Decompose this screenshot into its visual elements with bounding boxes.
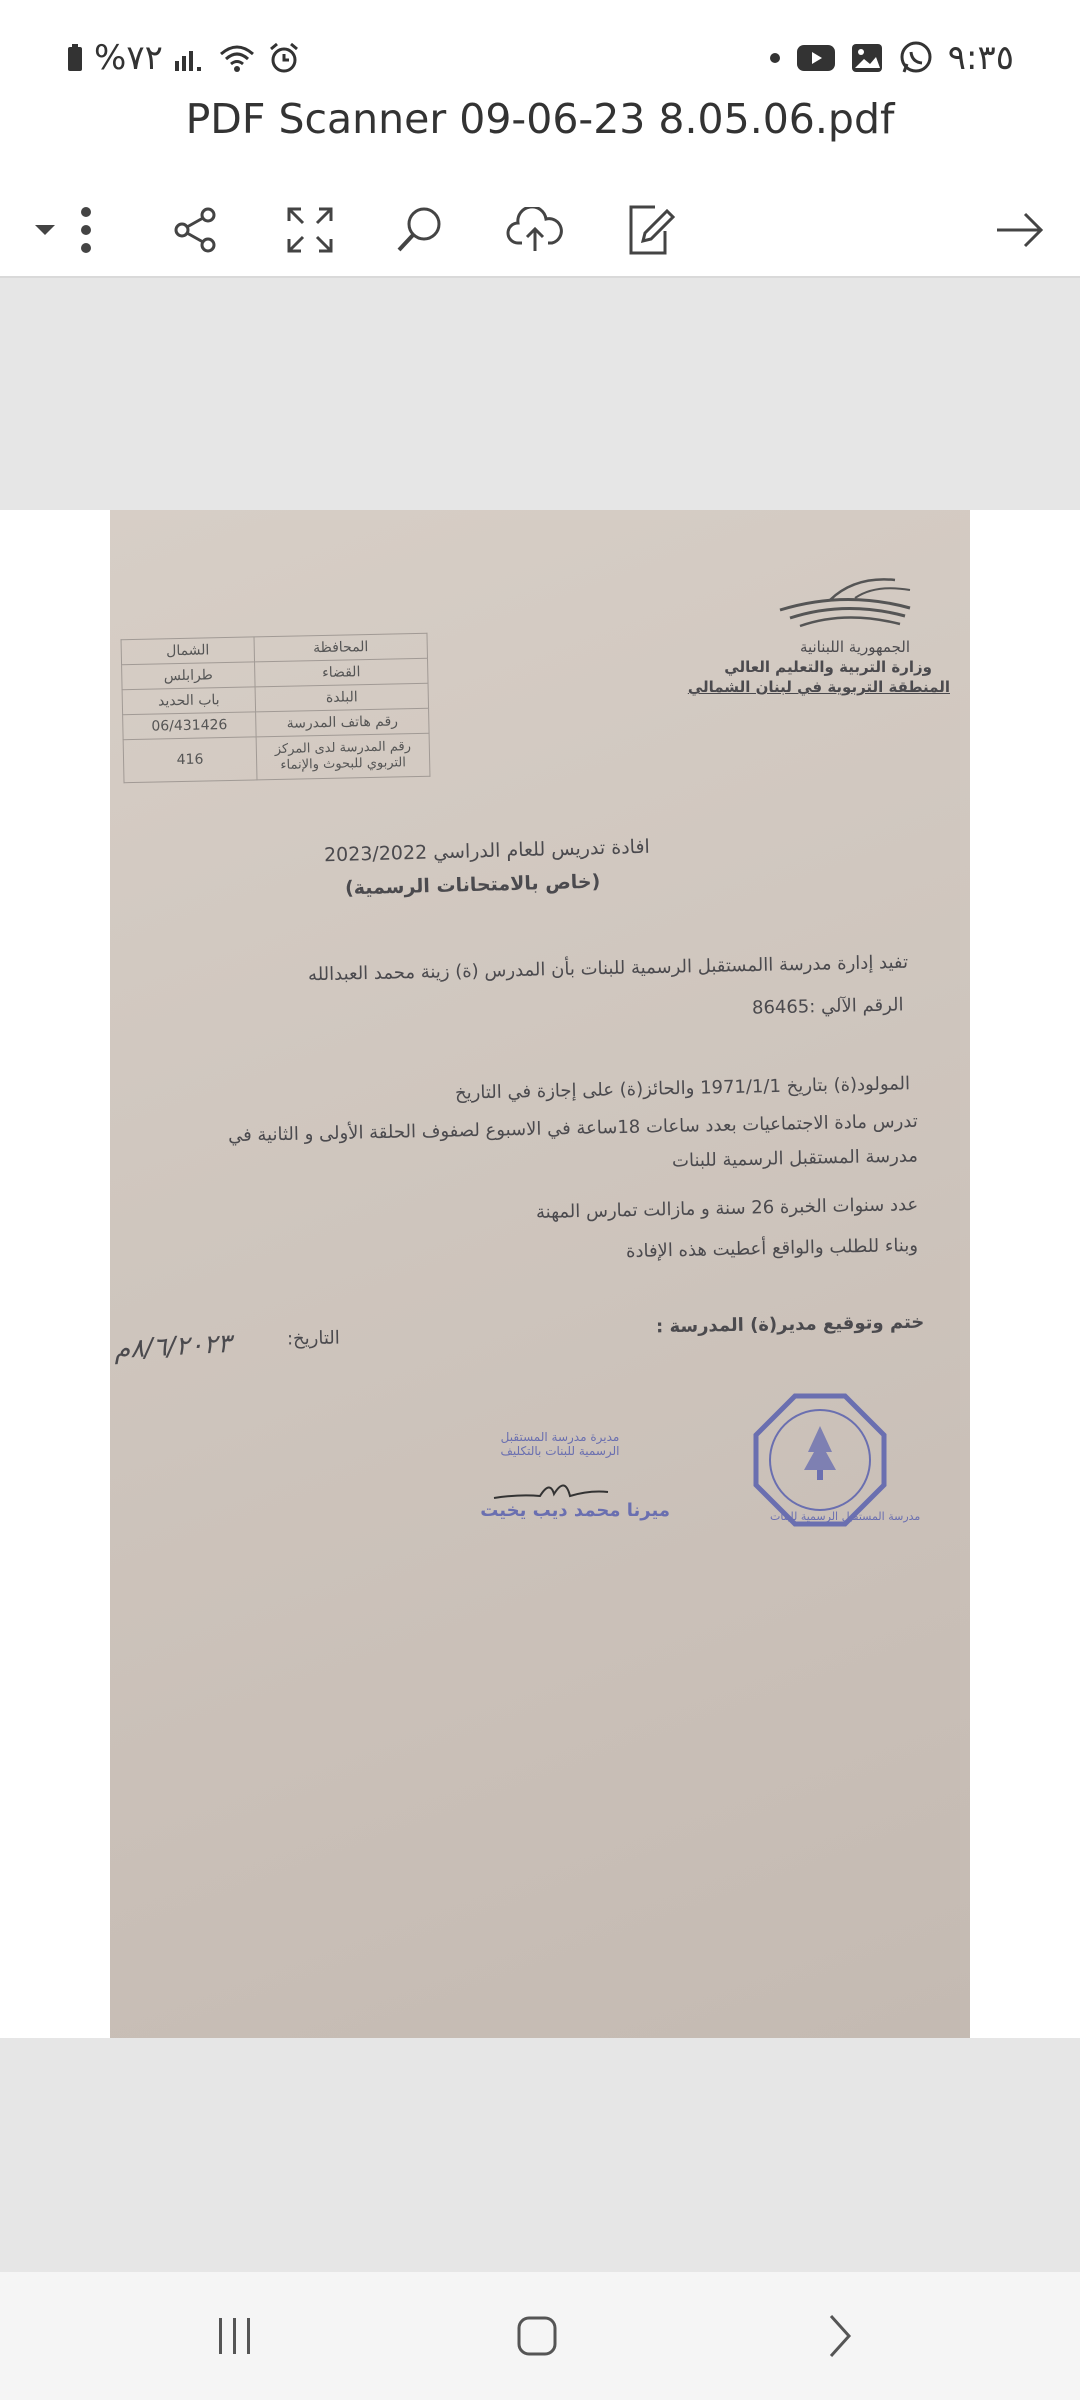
- body-line-7: وبناء للطلب والواقع أعطيت هذه الإفادة: [625, 1234, 919, 1263]
- cloud-upload-button[interactable]: [500, 180, 570, 280]
- signal-icon: [173, 43, 207, 73]
- share-button[interactable]: [160, 180, 230, 280]
- body-line-4: تدرس مادة الاجتماعيات بعدد ساعات 18ساعة في الاسبوع لصفوف الحلقة الأولى و الثانية في: [228, 1110, 919, 1147]
- scanned-document: [110, 510, 970, 2038]
- status-time: ٩:٣٥: [947, 38, 1014, 78]
- system-nav-bar: [0, 2272, 1080, 2400]
- table-cell: رقم المدرسة لدى المركز التربوي للبحوث والإنماء: [256, 733, 430, 780]
- battery-level: %٧٢: [94, 38, 163, 78]
- more-options-icon: [79, 205, 93, 255]
- director-name: ميرنا محمد ديب يخيت: [480, 1500, 670, 1521]
- home-button[interactable]: [482, 2272, 592, 2400]
- body-line-2: الرقم الآلي :86465: [752, 994, 905, 1019]
- certificate-subtitle: (خاص بالامتحانات الرسمية): [344, 870, 601, 900]
- certificate-title: افادة تدريس للعام الدراسي 2023/2022: [323, 835, 651, 867]
- alarm-icon: [267, 41, 301, 75]
- header-country: الجمهورية اللبنانية: [799, 638, 910, 656]
- dropdown-button[interactable]: [28, 180, 62, 280]
- gallery-icon: [850, 42, 884, 74]
- edit-icon: [625, 203, 675, 257]
- header-region: المنطقة التربوية في لبنان الشمالي: [687, 678, 950, 696]
- table-row: [123, 733, 430, 782]
- youtube-icon: [796, 43, 836, 73]
- toolbar: [0, 180, 1080, 280]
- date-label: التاريخ:: [287, 1327, 341, 1350]
- school-stamp: [750, 1390, 890, 1530]
- dropdown-arrow-icon: [33, 223, 57, 237]
- table-cell: 416: [123, 737, 257, 783]
- whatsapp-icon: [898, 40, 934, 76]
- school-info-table: [121, 633, 431, 783]
- home-icon: [515, 2314, 559, 2358]
- seal-label: ختم وتوقيع مدير(ة) المدرسة :: [655, 1311, 925, 1338]
- pdf-viewer[interactable]: [0, 278, 1080, 2272]
- table-cell: البلدة: [255, 683, 428, 712]
- status-left: [66, 38, 301, 78]
- recent-apps-icon: [213, 2316, 257, 2356]
- forward-button[interactable]: [985, 180, 1055, 280]
- more-options-button[interactable]: [66, 180, 106, 280]
- header-ministry: وزارة التربية والتعليم العالي: [724, 658, 932, 676]
- fullscreen-icon: [285, 205, 335, 255]
- status-right: [768, 38, 1014, 78]
- table-cell: المحافظة: [254, 633, 427, 662]
- recent-apps-button[interactable]: [180, 2272, 290, 2400]
- status-bar: [0, 0, 1080, 110]
- battery-icon: [66, 43, 84, 73]
- stamp-text: مدرسة المستقبل الرسمية للبنات: [770, 1510, 921, 1523]
- share-icon: [170, 205, 220, 255]
- table-cell: باب الحديد: [122, 687, 255, 715]
- table-cell: القضاء: [255, 658, 428, 687]
- search-icon: [394, 204, 446, 256]
- dot-icon: [768, 51, 782, 65]
- ministry-logo: [760, 570, 930, 640]
- back-icon: [825, 2312, 855, 2360]
- edit-button[interactable]: [615, 180, 685, 280]
- document-title: PDF Scanner 09-06-23 8.05.06.pdf: [185, 95, 895, 143]
- fullscreen-button[interactable]: [275, 180, 345, 280]
- table-cell: رقم هاتف المدرسة: [256, 708, 429, 737]
- table-cell: طرابلس: [122, 662, 255, 690]
- table-cell: 06/431426: [123, 712, 256, 740]
- search-button[interactable]: [385, 180, 455, 280]
- cloud-upload-icon: [506, 207, 564, 253]
- body-line-3: المولود(ة) بتاريخ 1971/1/1 والحائز(ة) على إجازة في التاريخ: [454, 1073, 911, 1104]
- forward-arrow-icon: [995, 210, 1045, 250]
- body-line-1: تفيد إدارة مدرسة االمستقبل الرسمية للبنات بأن المدرس (ة) زينة محمد العبدالله: [307, 951, 909, 986]
- body-line-6: عدد سنوات الخبرة 26 سنة و مازالت تمارس المهنة: [535, 1194, 919, 1223]
- director-title: مديرة مدرسة المستقبل الرسمية للبنات بالتكليف: [500, 1430, 620, 1458]
- table-cell: الشمال: [121, 637, 254, 665]
- back-button[interactable]: [785, 2272, 895, 2400]
- wifi-icon: [217, 42, 257, 74]
- body-line-5: مدرسة المستقبل الرسمية للبنات: [671, 1145, 919, 1172]
- date-value: ٨/٦/٢٠٢٣م: [113, 1328, 233, 1366]
